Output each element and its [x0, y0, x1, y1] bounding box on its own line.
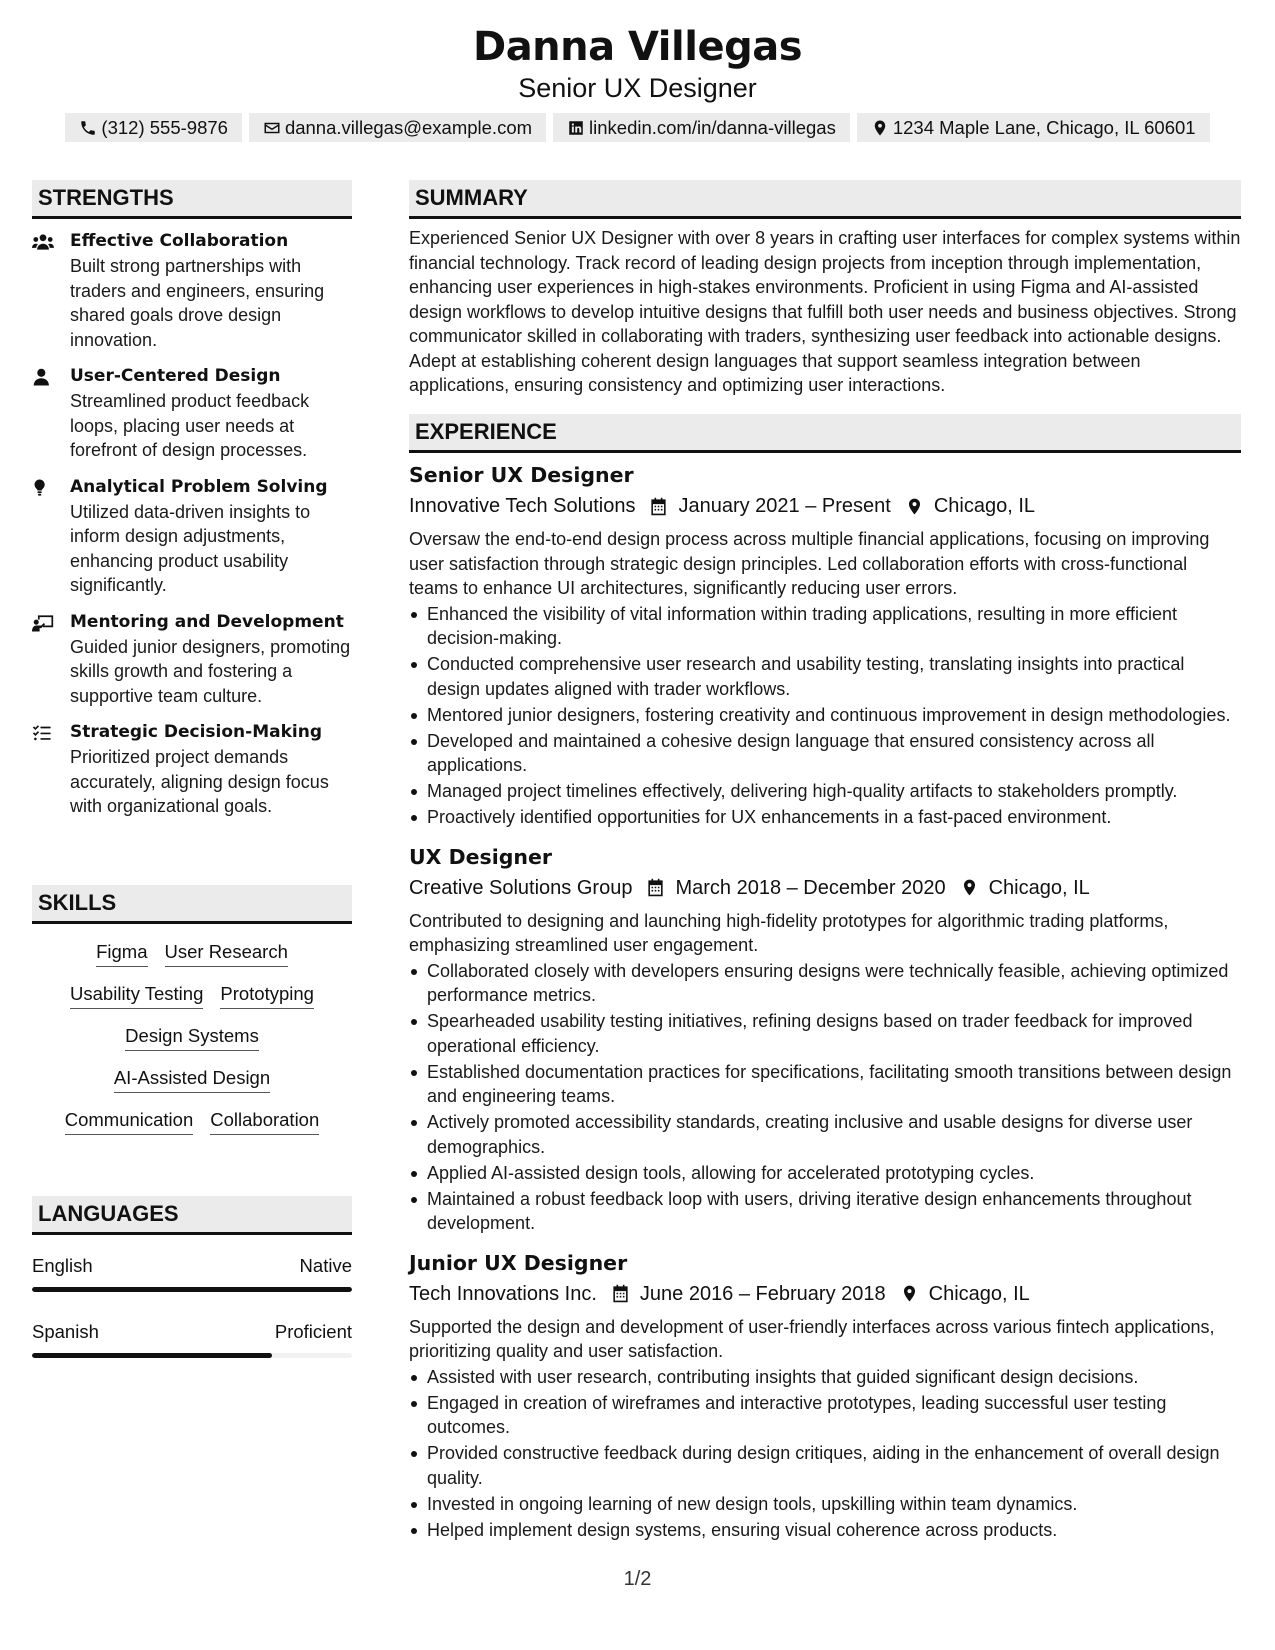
bullet-item: Proactively identified opportunities for UX enhancements in a fast-paced environment.	[409, 805, 1241, 830]
calendar-icon	[611, 1284, 630, 1303]
job-location: Chicago, IL	[928, 1282, 1030, 1305]
language-item	[32, 1253, 352, 1292]
skill-tag: Communication	[65, 1107, 194, 1135]
job-location: Chicago, IL	[988, 876, 1090, 899]
teacher-icon	[32, 613, 54, 633]
lightbulb-icon	[32, 478, 54, 498]
envelope-icon	[263, 119, 281, 137]
strength-item	[32, 720, 352, 819]
bullet-item: Provided constructive feedback during design critiques, aiding in the enhancement of overall design quality.	[409, 1441, 1241, 1490]
contact-linkedin-text: linkedin.com/in/danna-villegas	[589, 116, 836, 138]
map-marker-icon	[905, 497, 924, 516]
job-company: Tech Innovations Inc.	[409, 1282, 597, 1305]
job-entry	[409, 462, 1241, 830]
strength-desc: Utilized data-driven insights to inform design adjustments, enhancing product usability significantly.	[70, 501, 311, 595]
strengths-list	[32, 229, 352, 819]
phone-icon	[79, 119, 97, 137]
strength-desc: Prioritized project demands accurately, aligning design focus with organizational goals.	[70, 747, 329, 816]
languages-section	[32, 1196, 352, 1358]
calendar-icon	[649, 497, 668, 516]
experience-heading: EXPERIENCE	[409, 414, 1241, 453]
contact-phone-text: (312) 555-9876	[101, 116, 228, 138]
bullet-item: Enhanced the visibility of vital information within trading applications, resulting in more efficient decision-making.	[409, 602, 1241, 651]
language-bar-fill	[32, 1353, 272, 1358]
map-marker-icon	[871, 119, 889, 137]
strength-item	[32, 475, 352, 598]
strength-desc: Built strong partnerships with traders and engineers, ensuring shared goals drove design innovation.	[70, 256, 325, 350]
bullet-item: Mentored junior designers, fostering creativity and continuous improvement in design methodologies.	[409, 703, 1241, 728]
job-meta	[409, 1279, 1241, 1309]
job-title: Junior UX Designer	[409, 1250, 628, 1275]
strength-title: Effective Collaboration	[70, 231, 289, 251]
bullet-item: Invested in ongoing learning of new design tools, upskilling within team dynamics.	[409, 1492, 1241, 1517]
strength-desc: Streamlined product feedback loops, placing user needs at forefront of design processes.	[70, 391, 310, 460]
language-bar	[32, 1287, 352, 1292]
skill-tag: Prototyping	[220, 981, 314, 1009]
contact-linkedin[interactable]	[553, 113, 850, 142]
skill-tag: Design Systems	[125, 1023, 259, 1051]
contact-phone[interactable]	[65, 113, 242, 142]
candidate-name: Danna Villegas	[472, 24, 802, 70]
resume-header	[0, 22, 1275, 104]
bullet-item: Maintained a robust feedback loop with users, driving iterative design enhancements throughout development.	[409, 1187, 1241, 1236]
bullet-item: Assisted with user research, contributing insights that guided significant design decisions.	[409, 1365, 1241, 1390]
bullet-item: Engaged in creation of wireframes and interactive prototypes, leading successful user testing outcomes.	[409, 1391, 1241, 1440]
user-icon	[32, 367, 54, 387]
language-bar	[32, 1353, 352, 1358]
page-number: 1/2	[623, 1568, 652, 1590]
language-level: Proficient	[274, 1321, 352, 1342]
bullet-item: Established documentation practices for specifications, facilitating smooth transitions between design and engineering teams.	[409, 1060, 1241, 1109]
strength-desc: Guided junior designers, promoting skills growth and fostering a supportive team culture.	[70, 636, 351, 706]
language-level: Native	[299, 1255, 352, 1276]
job-entry	[409, 1250, 1241, 1543]
job-company: Innovative Tech Solutions	[409, 495, 636, 517]
bullet-item: Collaborated closely with developers ensuring designs were technically feasible, achieving optimized performance metrics.	[409, 959, 1241, 1008]
strengths-heading: STRENGTHS	[32, 180, 352, 219]
left-column	[32, 180, 352, 831]
job-dates: January 2021 – Present	[678, 495, 891, 517]
job-description: Contributed to designing and launching high-fidelity prototypes for algorithmic trading platforms, emphasizing streamlined user engagement.	[409, 910, 1169, 955]
job-description: Oversaw the end-to-end design process across multiple financial applications, focusing on improving user satisfaction through strategic design principles. Led collaboration efforts with cross-functional teams to enhance UI architectures, significantly reducing user errors.	[409, 529, 1210, 598]
bullet-item: Spearheaded usability testing initiatives, refining designs based on trader feedback for improved operational efficiency.	[409, 1009, 1241, 1058]
skills-section	[32, 885, 352, 1135]
strength-item	[32, 364, 352, 463]
job-company: Creative Solutions Group	[409, 876, 633, 899]
job-meta	[409, 873, 1241, 903]
job-location: Chicago, IL	[933, 495, 1035, 517]
bullet-item: Conducted comprehensive user research and usability testing, translating insights into practical design updates aligned with trader workflows.	[409, 652, 1241, 701]
language-name: English	[32, 1255, 93, 1276]
contact-address	[857, 113, 1210, 142]
language-item	[32, 1319, 352, 1358]
skill-tag: Collaboration	[210, 1107, 319, 1135]
map-marker-icon	[960, 878, 979, 897]
checklist-icon	[32, 723, 54, 743]
linkedin-icon	[567, 119, 585, 137]
bullet-item: Helped implement design systems, ensuring visual coherence across products.	[409, 1518, 1241, 1543]
job-dates: March 2018 – December 2020	[675, 876, 946, 899]
job-title: UX Designer	[409, 844, 553, 869]
bullet-item: Developed and maintained a cohesive design language that ensured consistency across all applications.	[409, 729, 1241, 778]
bullet-item: Managed project timelines effectively, delivering high-quality artifacts to stakeholders promptly.	[409, 779, 1241, 804]
summary-text: Experienced Senior UX Designer with over 8 years in crafting user interfaces for complex systems within financial technology. Track record of leading design projects from inception through implementation, enhancing user experiences in high-stakes environments. Proficient in using Figma and AI-assisted design workflows to develop intuitive designs that fulfill both user needs and business objectives. Strong communicator skilled in collaborating with traders, synthesizing user feedback into actionable designs. Adept at establishing coherent design languages that support seamless integration between applications, ensuring consistency and optimizing user interactions.	[409, 228, 1241, 395]
job-description: Supported the design and development of user-friendly interfaces across various fintech applications, prioritizing quality and user satisfaction.	[409, 1316, 1215, 1361]
language-bar-fill	[32, 1287, 352, 1292]
map-marker-icon	[900, 1284, 919, 1303]
strength-item	[32, 229, 352, 352]
summary-section	[409, 180, 1241, 398]
contact-email-text: danna.villegas@example.com	[284, 116, 533, 138]
bullet-item: Actively promoted accessibility standards, creating inclusive and usable designs for diverse user demographics.	[409, 1110, 1241, 1159]
experience-section	[409, 414, 1241, 1544]
job-entry	[409, 844, 1241, 1236]
strength-title: Strategic Decision-Making	[70, 722, 322, 742]
strength-item	[32, 610, 352, 709]
job-dates: June 2016 – February 2018	[639, 1282, 886, 1305]
job-bullets	[409, 602, 1241, 830]
languages-heading: LANGUAGES	[32, 1196, 352, 1235]
job-title: Senior UX Designer	[409, 463, 634, 487]
calendar-icon	[646, 878, 665, 897]
job-bullets	[409, 959, 1241, 1236]
strength-title: Mentoring and Development	[70, 611, 344, 632]
contact-address-text: 1234 Maple Lane, Chicago, IL 60601	[892, 116, 1196, 138]
bullet-item: Applied AI-assisted design tools, allowing for accelerated prototyping cycles.	[409, 1161, 1241, 1186]
contact-bar	[0, 113, 1275, 142]
strength-title: User-Centered Design	[70, 366, 281, 386]
skill-tag: Figma	[96, 939, 147, 967]
skills-list	[32, 924, 352, 1135]
job-meta	[409, 491, 1241, 521]
summary-heading: SUMMARY	[409, 180, 1241, 219]
users-icon	[32, 232, 54, 252]
skill-tag: AI-Assisted Design	[114, 1065, 270, 1093]
skills-heading: SKILLS	[32, 885, 352, 924]
job-bullets	[409, 1365, 1241, 1543]
contact-email[interactable]	[249, 113, 546, 142]
skill-tag: Usability Testing	[70, 981, 203, 1009]
skill-tag: User Research	[165, 939, 288, 967]
strength-title: Analytical Problem Solving	[70, 476, 328, 497]
language-name: Spanish	[32, 1321, 99, 1342]
candidate-title: Senior UX Designer	[518, 73, 757, 103]
